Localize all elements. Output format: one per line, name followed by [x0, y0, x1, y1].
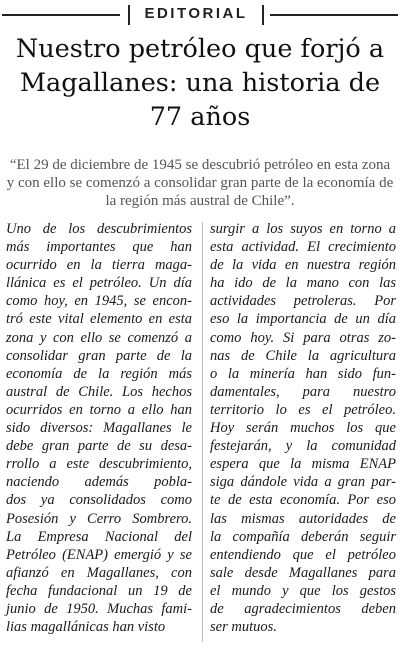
- article-line: eso la importancia de un día: [210, 311, 396, 328]
- article-line: nas de Chile la agricultura: [210, 347, 396, 364]
- article-line: o la minería han sido fun-: [210, 365, 396, 382]
- article-line: lias magallánicas han visto: [6, 619, 166, 636]
- article-line: siga dándole vida a gran par-: [210, 474, 396, 491]
- section-label: EDITORIAL: [144, 5, 248, 22]
- article-line: damentales, para nuestro: [210, 383, 396, 400]
- article-line: fecha fundacional un 19 de: [6, 582, 192, 599]
- article-line: tró este vital elemento en esta: [6, 311, 192, 328]
- article-line: te de esta economía. Por eso: [210, 492, 396, 509]
- article-column-2: [210, 220, 396, 636]
- article-line: las mismas autoridades de: [210, 510, 396, 527]
- article-line: zona y con ello se comenzó a: [6, 329, 192, 346]
- article-line: consolidar gran parte de la: [6, 347, 192, 364]
- section-bracket-left: [128, 5, 130, 25]
- article-line: ocurridos en torno a ello han: [6, 401, 192, 418]
- article-line: debe gran parte de su desa-: [6, 438, 192, 455]
- article-line: de agradecimientos deben: [210, 600, 396, 617]
- headline: Nuestro petróleo que forjó a Magallanes: una historia de 77 años: [15, 34, 385, 132]
- lead-quote: “El 29 de diciembre de 1945 se descubrió petróleo en esta zona y con ello se comenzó a consolidar gran parte de la economía de la región más austral de Chile”.: [6, 157, 394, 209]
- article-column-1: [6, 220, 192, 636]
- article-line: Petróleo (ENAP) emergió y se: [6, 546, 192, 563]
- section-bracket-right: [262, 5, 264, 25]
- article-line: economía de la región más: [6, 365, 192, 382]
- article-line: naciendo además pobla-: [6, 474, 192, 491]
- section-rule-right: [270, 14, 398, 16]
- article-line: territorio lo es el petróleo.: [210, 401, 396, 418]
- article-line: como hoy, en 1945, se encon-: [6, 293, 192, 310]
- article-line: ser mutuos.: [210, 619, 277, 636]
- article-line: esta actividad. El crecimiento: [210, 239, 396, 256]
- article-line: actividades petroleras. Por: [210, 293, 396, 310]
- article-line: Hoy serán muchos los que: [210, 420, 396, 437]
- article-line: sido diversos: Magallanes le: [6, 420, 192, 437]
- article-line: ocurrido en la tierra maga-: [6, 257, 192, 274]
- article-line: la compañía deberán seguir: [210, 528, 396, 545]
- article-line: Posesión y Cerro Sombrero.: [6, 510, 192, 527]
- article-line: La Empresa Nacional del: [6, 528, 192, 545]
- article-line: más importantes que han: [6, 239, 192, 256]
- article-line: el mundo y que los gestos: [210, 582, 396, 599]
- article-line: como hoy. Si para otras zo-: [210, 329, 396, 346]
- article-line: ha ido de la mano con las: [210, 275, 396, 292]
- article-line: festejarán, y la comunidad: [210, 438, 396, 455]
- article-line: de la vida en nuestra región: [210, 257, 396, 274]
- article-line: sale desde Magallanes para: [210, 564, 396, 581]
- article-line: rrollo a este descubrimiento,: [6, 456, 192, 473]
- section-header: [0, 4, 400, 26]
- article-line: surgir a los suyos en torno a: [210, 221, 396, 237]
- article-line: espera que la misma ENAP: [210, 456, 396, 473]
- article-line: entendiendo que el petróleo: [210, 546, 396, 563]
- article-line: llánica es el petróleo. Un día: [6, 275, 192, 292]
- article-line: dos ya consolidados como: [6, 492, 192, 509]
- article-line: austral de Chile. Los hechos: [6, 383, 192, 400]
- article-line: junio de 1950. Muchas fami-: [6, 600, 192, 617]
- column-divider: [202, 222, 203, 642]
- article-line: Uno de los descubrimientos: [6, 221, 192, 237]
- section-rule-left: [2, 14, 120, 16]
- article-line: afianzó en Magallanes, con: [6, 564, 192, 581]
